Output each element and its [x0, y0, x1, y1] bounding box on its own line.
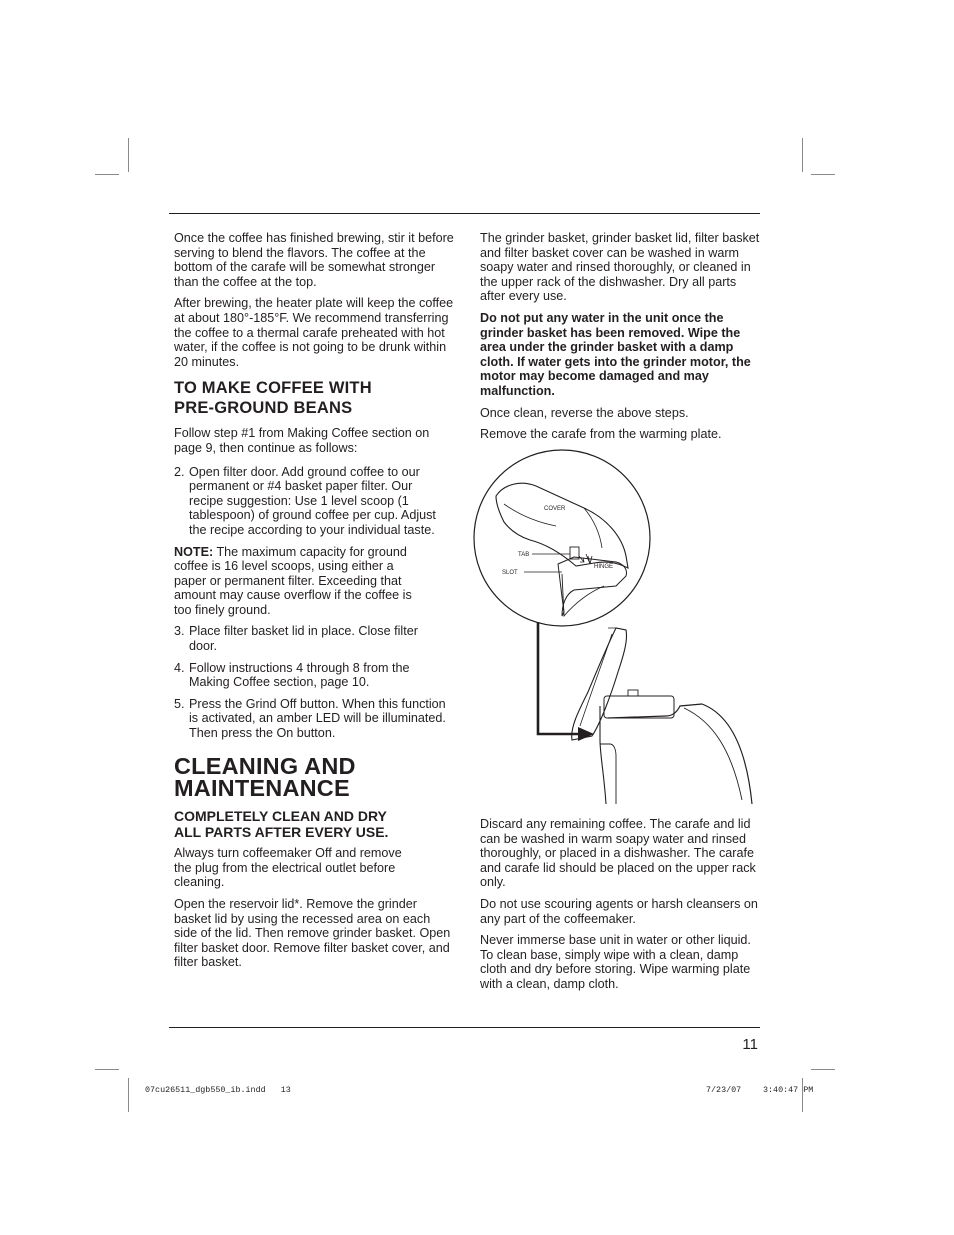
list-item: 2. Open filter door. Add ground coffee to our permanent or #4 basket paper filter. Our recipe suggestion: Use 1 level scoop (1 tablespoon) of ground coffee per cup. Adjust the recipe according to your individual taste. — [174, 464, 436, 537]
tab-label: TAB — [518, 552, 530, 558]
crop-mark-top-right-vertical — [802, 138, 803, 172]
remove-carafe-paragraph: Remove the carafe from the warming plate. — [480, 427, 722, 442]
callout-line — [538, 622, 584, 734]
follow-step-paragraph: Follow step #1 from Making Coffee section on page 9, then continue as follows: — [174, 426, 430, 455]
grinder-basket-paragraph: The grinder basket, grinder basket lid, filter basket and filter basket cover can be washed in warm soapy water and rinsed thoroughly, or cleaned in the upper rack of the dishwasher. Dry all parts after every use. — [480, 231, 760, 304]
crop-mark-bottom-left-horizontal — [95, 1069, 119, 1070]
cleaning-heading: CLEANING AND MAINTENANCE — [174, 752, 356, 802]
turn-off-paragraph: Always turn coffeemaker Off and remove the plug from the electrical outlet before cleaning. — [174, 846, 402, 890]
page-number: 11 — [742, 1036, 758, 1053]
list-item: 3. Place filter basket lid in place. Close filter door. — [174, 624, 418, 654]
scouring-agents-paragraph: Do not use scouring agents or harsh cleansers on any part of the coffeemaker. — [480, 896, 758, 926]
clean-dry-subheading: COMPLETELY CLEAN AND DRY ALL PARTS AFTER EVERY USE. — [174, 807, 389, 840]
slug-file-name: 07cu26511_dgb550_ib.indd 13 — [145, 1085, 291, 1095]
left-column — [174, 231, 456, 977]
open-lid-shape — [572, 628, 627, 740]
slot-label: SLOT — [502, 570, 518, 576]
coffeemaker-body-right — [608, 704, 752, 804]
cover-label: COVER — [544, 506, 566, 512]
right-column-bottom — [480, 817, 762, 999]
slug-time: 3:40:47 PM — [763, 1085, 814, 1095]
discard-coffee-paragraph: Discard any remaining coffee. The carafe and lid can be washed in warm soapy water and rinsed thoroughly, or placed in a dishwasher. The carafe and carafe lid should be placed on the upper rack only. — [480, 817, 756, 890]
immerse-base-paragraph: Never immerse base unit in water or other liquid. To clean base, simply wipe with a clean, damp cloth and dry before storing. Wipe warming plate with a clean, damp cloth. — [480, 933, 751, 991]
water-warning-paragraph: Do not put any water in the unit once the grinder basket has been removed. Wipe the area under the grinder basket with a damp cloth. If water gets into the grinder motor, the motor may become damaged and may malfunction. — [480, 310, 751, 398]
grinder-basket-top — [604, 696, 674, 718]
preground-heading: TO MAKE COFFEE WITH PRE-GROUND BEANS — [174, 379, 372, 417]
hinge-label: HINGE — [594, 564, 614, 570]
crop-mark-top-left-horizontal — [95, 174, 119, 175]
open-lid-edge — [580, 634, 612, 726]
open-reservoir-paragraph: Open the reservoir lid*. Remove the grinder basket lid by using the recessed area on each side of the lid. Then remove grinder basket. Open filter basket door. Remove filter basket cover, and filter basket. — [174, 897, 451, 970]
slug-date: 7/23/07 — [706, 1085, 742, 1095]
grinder-knob — [628, 690, 638, 696]
coffeemaker-body — [600, 706, 606, 804]
carafe-removal-illustration — [466, 444, 760, 810]
warming-base-line — [600, 744, 616, 804]
crop-mark-top-right-horizontal — [811, 174, 835, 175]
heater-plate-paragraph: After brewing, the heater plate will keep the coffee at about 180°-185°F. We recommend transferring the coffee to a thermal carafe preheated with hot water, if the coffee is not going to be drunk within 20 minutes. — [174, 296, 454, 369]
callout-arrowhead — [578, 727, 594, 741]
crop-mark-bottom-left-vertical — [128, 1078, 129, 1112]
note-label: NOTE: — [174, 544, 214, 559]
list-item: 5. Press the Grind Off button. When this function is activated, an amber LED will be illuminated. Then press the On button. — [174, 696, 446, 741]
coffeemaker-inner-curve — [684, 708, 742, 800]
steps-list-b — [174, 624, 456, 740]
list-item: 4. Follow instructions 4 through 8 from the Making Coffee section, page 10. — [174, 660, 410, 690]
reverse-steps-paragraph: Once clean, reverse the above steps. — [480, 405, 689, 420]
top-rule — [169, 213, 760, 214]
note-text: The maximum capacity for ground coffee is 16 level scoops, using either a paper or permanent filter. Exceeding that amount may cause overflow if the coffee is too finely ground. — [174, 544, 412, 617]
crop-mark-bottom-right-horizontal — [811, 1069, 835, 1070]
crop-mark-top-left-vertical — [128, 138, 129, 172]
note-paragraph — [174, 545, 426, 618]
bottom-rule — [169, 1027, 760, 1028]
right-column-top — [480, 231, 762, 449]
brewing-stir-paragraph: Once the coffee has finished brewing, stir it before serving to blend the flavors. The coffee at the bottom of the carafe will be somewhat stronger than the coffee at the top. — [174, 231, 454, 289]
crop-mark-bottom-right-vertical — [802, 1078, 803, 1112]
steps-list-a — [174, 465, 456, 538]
